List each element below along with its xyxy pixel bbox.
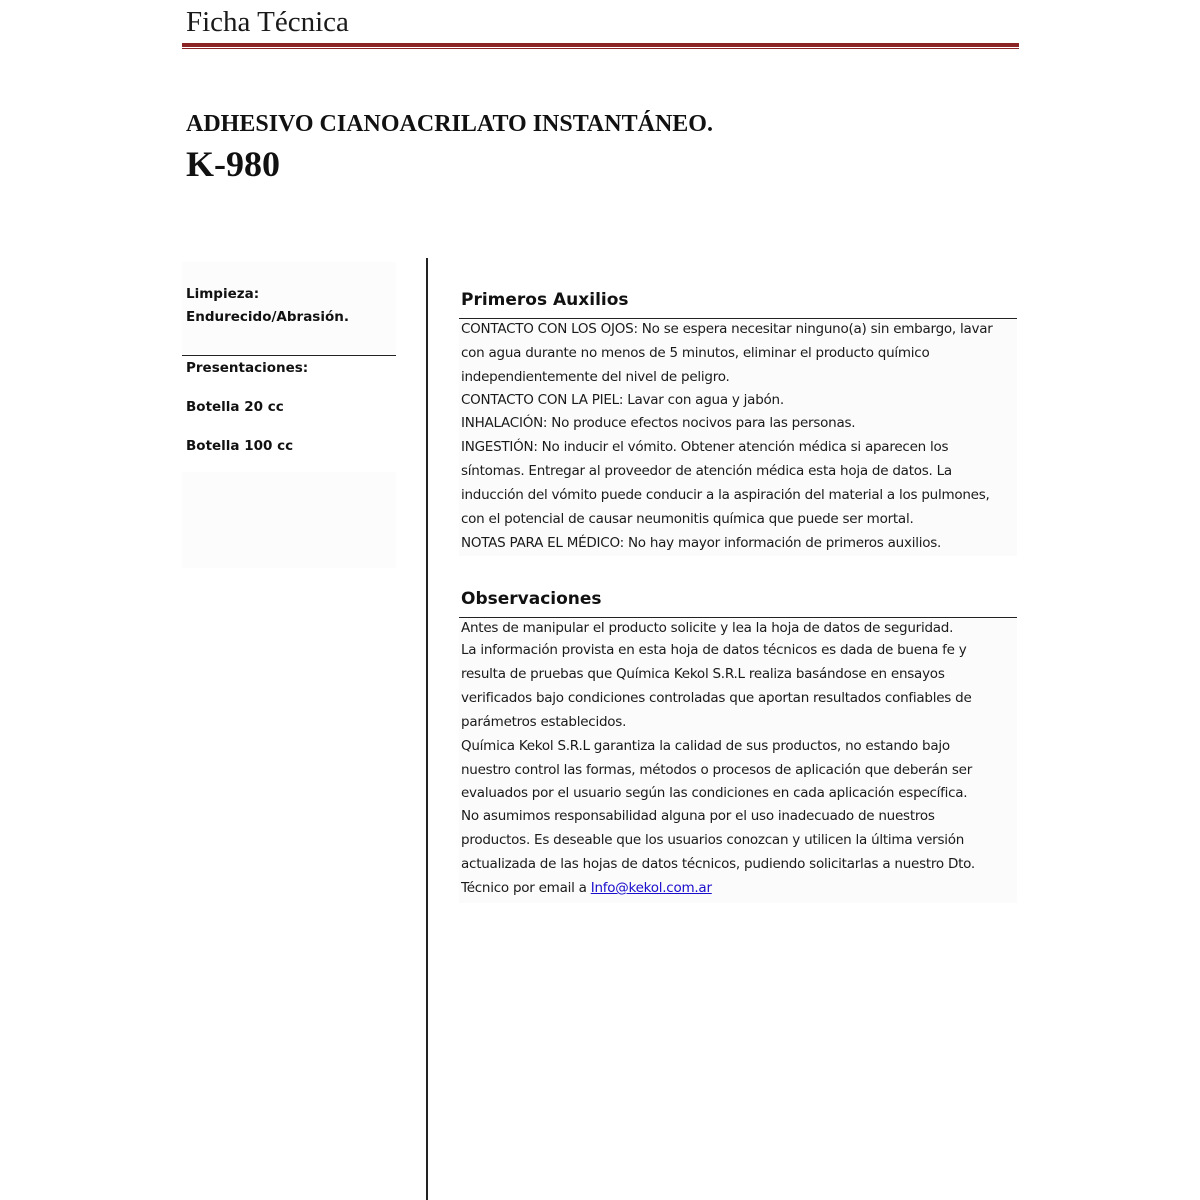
observations-line: productos. Es deseable que los usuarios conozcan y utilicen la última versión xyxy=(461,832,965,848)
presentations-label: Presentaciones: xyxy=(186,360,309,376)
first-aid-line: INHALACIÓN: No produce efectos nocivos para las personas. xyxy=(461,415,856,431)
observations-line: resulta de pruebas que Química Kekol S.R.L realiza basándose en ensayos xyxy=(461,666,945,682)
first-aid-line: con agua durante no menos de 5 minutos, eliminar el producto químico xyxy=(461,345,930,361)
observations-line: Química Kekol S.R.L garantiza la calidad de sus productos, no estando bajo xyxy=(461,738,950,754)
observations-line: No asumimos responsabilidad alguna por el uso inadecuado de nuestros xyxy=(461,808,935,824)
first-aid-line: NOTAS PARA EL MÉDICO: No hay mayor información de primeros auxilios. xyxy=(461,535,942,551)
first-aid-line: inducción del vómito puede conducir a la aspiración del material a los pulmones, xyxy=(461,487,990,503)
observations-last-line xyxy=(461,880,712,896)
product-code: K-980 xyxy=(186,144,280,184)
observations-line: Antes de manipular el producto solicite y lea la hoja de datos de seguridad. xyxy=(461,620,954,636)
product-name: ADHESIVO CIANOACRILATO INSTANTÁNEO. xyxy=(186,111,713,137)
first-aid-line: CONTACTO CON LA PIEL: Lavar con agua y jabón. xyxy=(461,392,784,408)
document-header-title: Ficha Técnica xyxy=(186,6,349,38)
first-aid-heading-rule xyxy=(459,318,1017,319)
header-divider-thin xyxy=(182,48,1019,49)
sidebar-empty-panel xyxy=(182,472,396,568)
observations-line: parámetros establecidos. xyxy=(461,714,627,730)
observations-line: La información provista en esta hoja de datos técnicos es dada de buena fe y xyxy=(461,642,967,658)
presentation-item: Botella 100 cc xyxy=(186,438,294,454)
cleaning-value: Endurecido/Abrasión. xyxy=(186,309,349,325)
first-aid-line: independientemente del nivel de peligro. xyxy=(461,369,730,385)
first-aid-line: con el potencial de causar neumonitis química que puede ser mortal. xyxy=(461,511,914,527)
first-aid-line: síntomas. Entregar al proveedor de atención médica esta hoja de datos. La xyxy=(461,463,952,479)
first-aid-line: CONTACTO CON LOS OJOS: No se espera necesitar ninguno(a) sin embargo, lavar xyxy=(461,321,993,337)
column-divider xyxy=(426,258,428,1200)
first-aid-heading: Primeros Auxilios xyxy=(461,290,629,310)
email-link[interactable]: Info@kekol.com.ar xyxy=(590,880,712,896)
observations-line: actualizada de las hojas de datos técnicos, pudiendo solicitarlas a nuestro Dto. xyxy=(461,856,975,872)
header-divider-thick xyxy=(182,43,1019,47)
observations-line: nuestro control las formas, métodos o procesos de aplicación que deberán ser xyxy=(461,762,973,778)
observations-heading: Observaciones xyxy=(461,589,602,609)
observations-heading-rule xyxy=(459,617,1017,618)
cleaning-label: Limpieza: xyxy=(186,286,260,302)
email-prefix-text: Técnico por email a xyxy=(461,880,591,896)
first-aid-line: INGESTIÓN: No inducir el vómito. Obtener atención médica si aparecen los xyxy=(461,439,949,455)
observations-line: verificados bajo condiciones controladas que aportan resultados confiables de xyxy=(461,690,972,706)
presentation-item: Botella 20 cc xyxy=(186,399,284,415)
sidebar-divider xyxy=(182,355,396,356)
observations-line: evaluados por el usuario según las condiciones en cada aplicación específica. xyxy=(461,785,968,801)
